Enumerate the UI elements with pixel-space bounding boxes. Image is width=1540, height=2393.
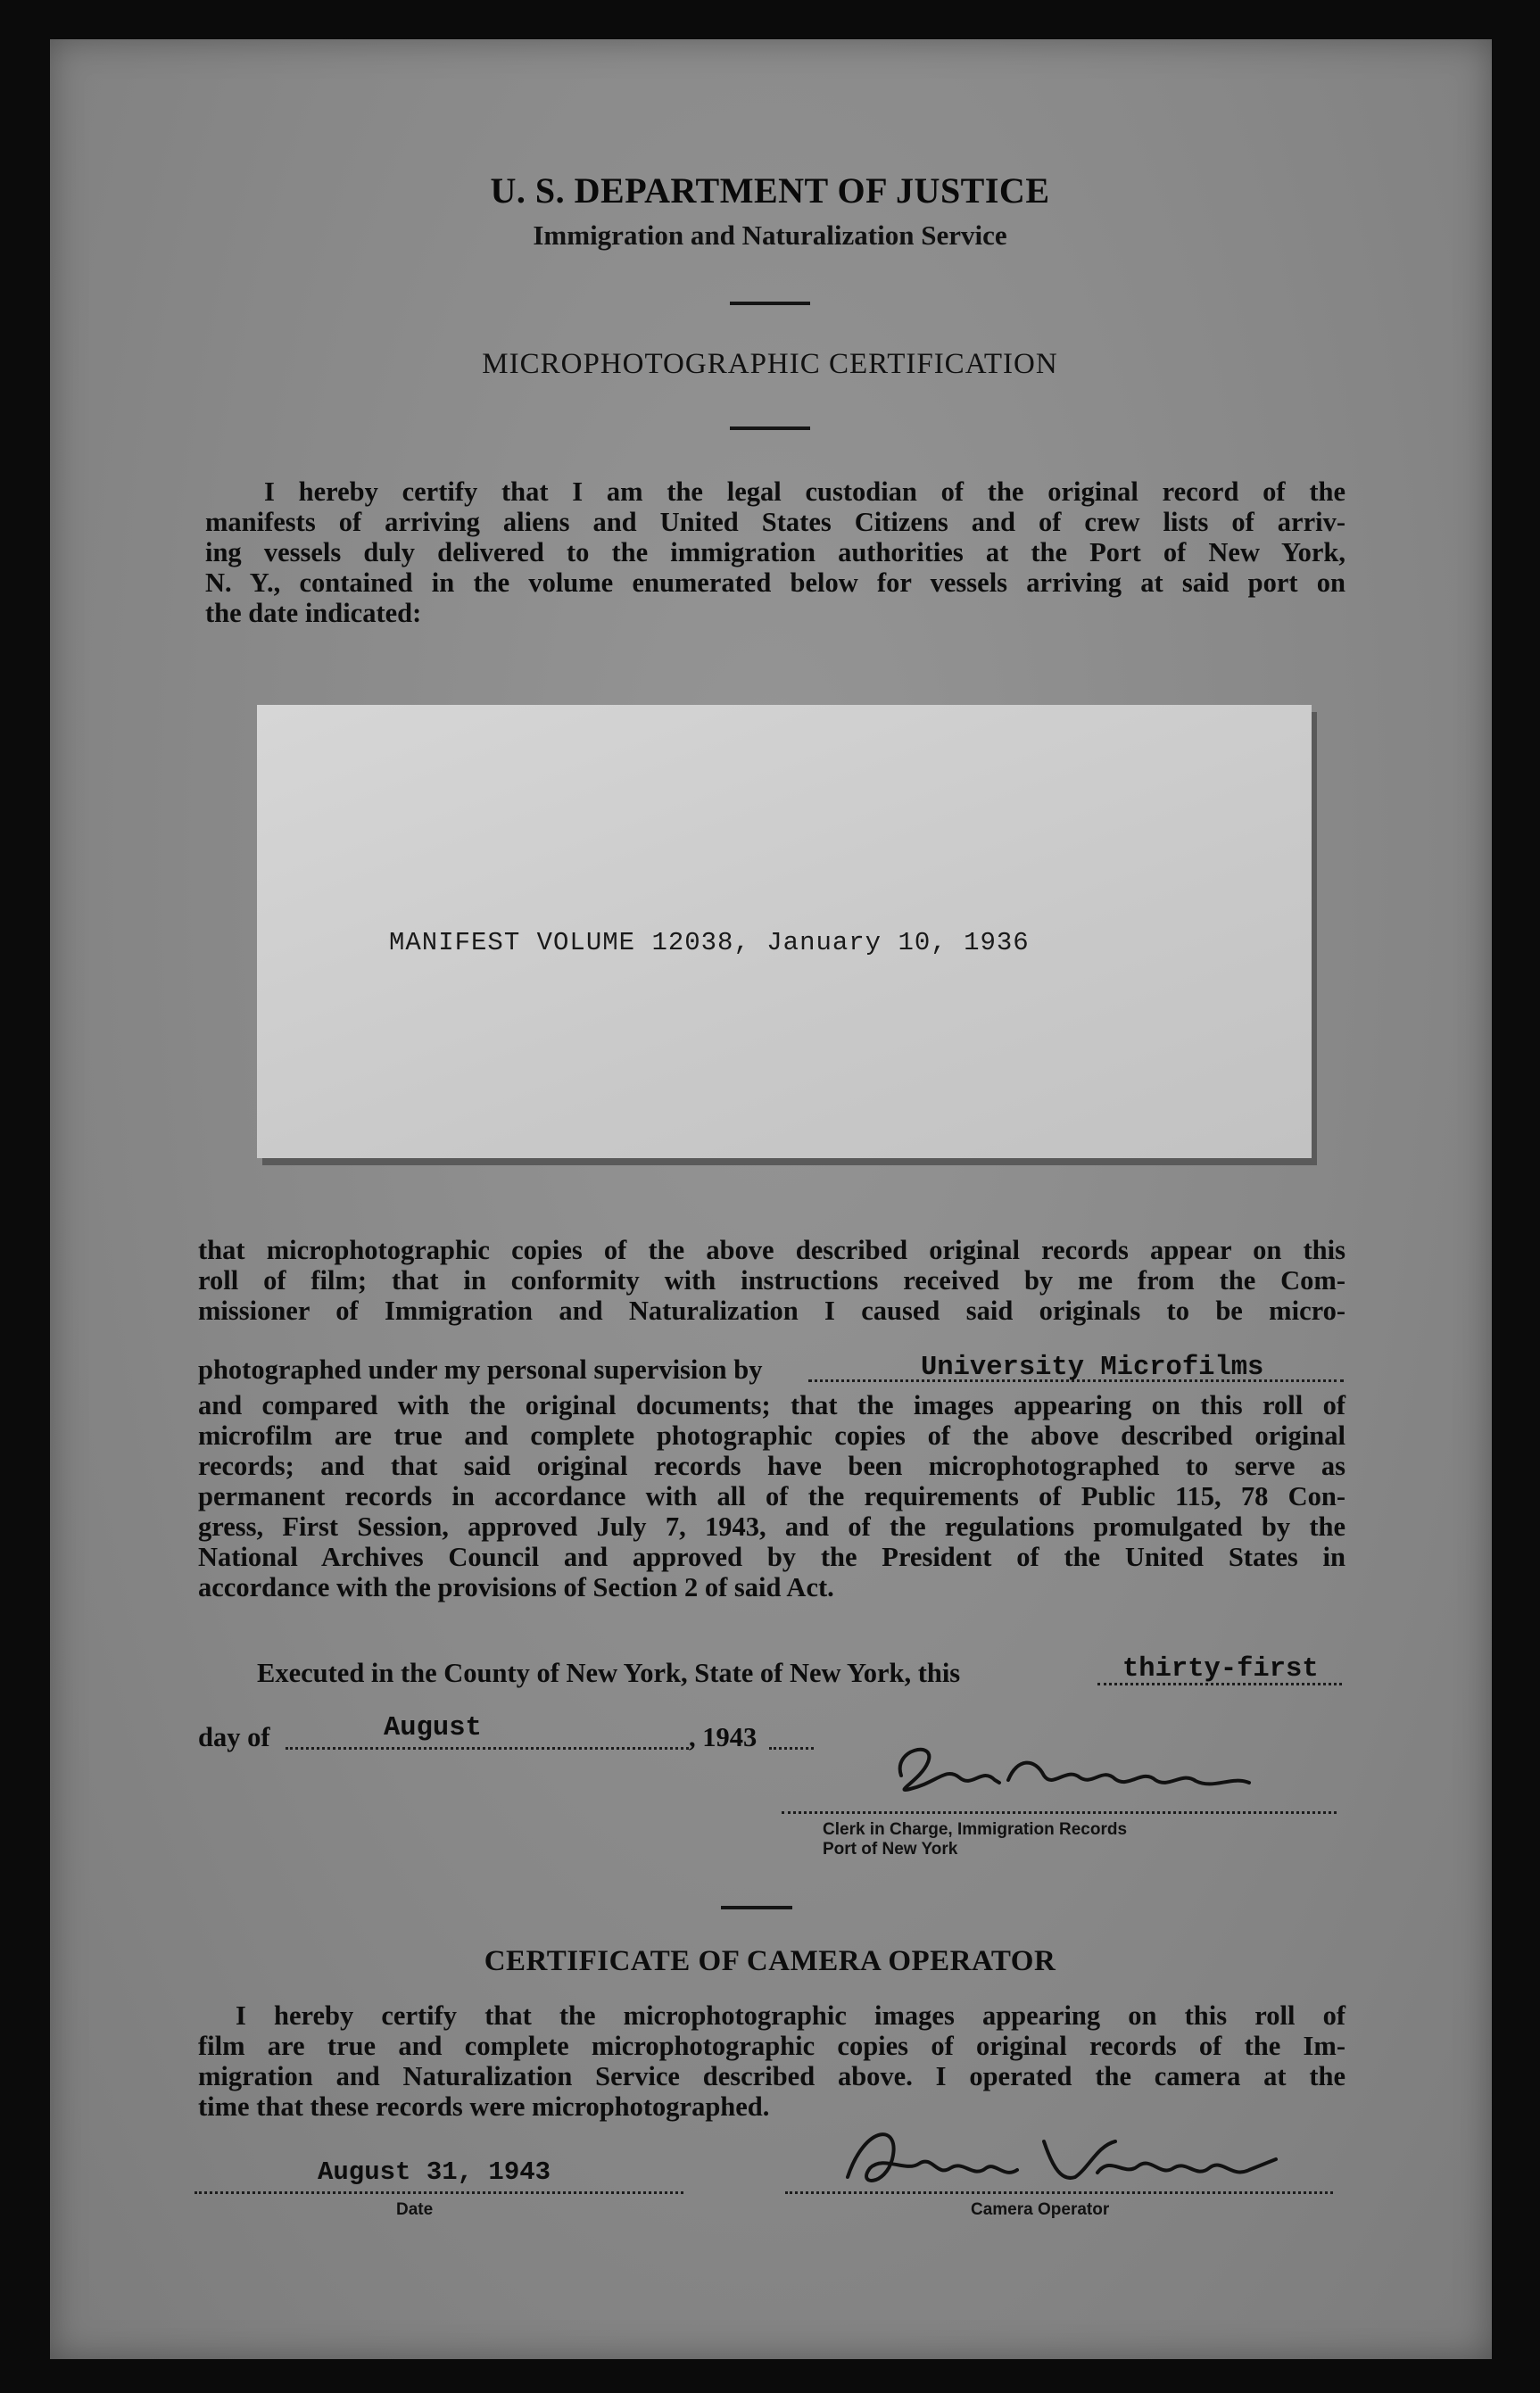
paragraph-line: migration and Naturalization Service described above. I operated the camera at the: [198, 2061, 1345, 2091]
camera-operator-label: Camera Operator: [971, 2200, 1110, 2219]
divider-rule: [730, 302, 810, 305]
operator-dotline: [785, 2191, 1333, 2194]
executed-label: Executed in the County of New York, State of New York, this: [257, 1658, 961, 1688]
clerk-signature: [874, 1740, 1338, 1811]
camera-certificate-paragraph: [198, 2000, 1345, 2122]
camera-operator-signature: [830, 2124, 1294, 2195]
day-value: thirty-first: [1122, 1654, 1319, 1685]
paragraph-line: gress, First Session, approved July 7, 1943, and of the regulations promulgated by the: [198, 1511, 1345, 1542]
paragraph-line: permanent records in accordance with all of the requirements of Public 115, 78 Con-: [198, 1481, 1345, 1511]
body-paragraph-continued: [198, 1390, 1345, 1602]
paragraph-line: I hereby certify that the microphotographic images appearing on this roll of: [236, 2000, 1345, 2031]
date-dotline: [195, 2191, 683, 2194]
paragraph-line: time that these records were microphotographed.: [198, 2091, 770, 2122]
day-of-label: day of: [198, 1722, 270, 1752]
divider-rule: [730, 426, 810, 430]
paragraph-line: manifests of arriving aliens and United States Citizens and of crew lists of arriv-: [205, 507, 1345, 537]
clerk-signature-dotline: [782, 1811, 1337, 1814]
paragraph-line: the date indicated:: [205, 598, 422, 628]
body-paragraph: [198, 1235, 1345, 1326]
year-text: , 1943: [689, 1722, 758, 1752]
camera-certificate-title: CERTIFICATE OF CAMERA OPERATOR: [484, 1945, 1056, 1977]
date-label: Date: [396, 2200, 434, 2219]
paragraph-line: film are true and complete microphotographic copies of original records of the Im-: [198, 2031, 1345, 2061]
paragraph-line: missioner of Immigration and Naturalization I caused said originals to be micro-: [198, 1296, 1345, 1326]
date-value: August 31, 1943: [318, 2157, 551, 2187]
clerk-title-line2: Port of New York: [823, 1840, 958, 1859]
paragraph-line: I hereby certify that I am the legal custodian of the original record of the: [264, 476, 1345, 507]
month-value: August: [384, 1713, 482, 1743]
paragraph-line: ing vessels duly delivered to the immigration authorities at the Port of New York,: [205, 537, 1345, 567]
paragraph-line: microfilm are true and complete photographic copies of the above described original: [198, 1420, 1345, 1451]
intro-paragraph: [205, 476, 1345, 628]
manifest-volume-text: MANIFEST VOLUME 12038, January 10, 1936: [389, 928, 1030, 957]
certification-title: MICROPHOTOGRAPHIC CERTIFICATION: [482, 348, 1058, 380]
paragraph-line: N. Y., contained in the volume enumerated below for vessels arriving at said port on: [205, 567, 1345, 598]
department-heading: U. S. DEPARTMENT OF JUSTICE: [490, 170, 1050, 211]
photographed-by-value: University Microfilms: [921, 1353, 1264, 1383]
paragraph-line: and compared with the original documents; that the images appearing on this roll of: [198, 1390, 1345, 1420]
clerk-title-line1: Clerk in Charge, Immigration Records: [823, 1820, 1128, 1839]
photographed-by-label: photographed under my personal supervision by: [198, 1354, 763, 1385]
divider-rule: [721, 1906, 792, 1909]
paragraph-line: records; and that said original records have been microphotographed to serve as: [198, 1451, 1345, 1481]
paragraph-line: roll of film; that in conformity with instructions received by me from the Com-: [198, 1265, 1345, 1296]
month-dotline: [286, 1747, 689, 1750]
year-dotline: [769, 1747, 814, 1750]
paragraph-line: accordance with the provisions of Section 2 of said Act.: [198, 1572, 834, 1602]
paragraph-line: that microphotographic copies of the above described original records appear on this: [198, 1235, 1345, 1265]
paragraph-line: National Archives Council and approved by the President of the United States in: [198, 1542, 1345, 1572]
service-subheading: Immigration and Naturalization Service: [533, 219, 1007, 251]
